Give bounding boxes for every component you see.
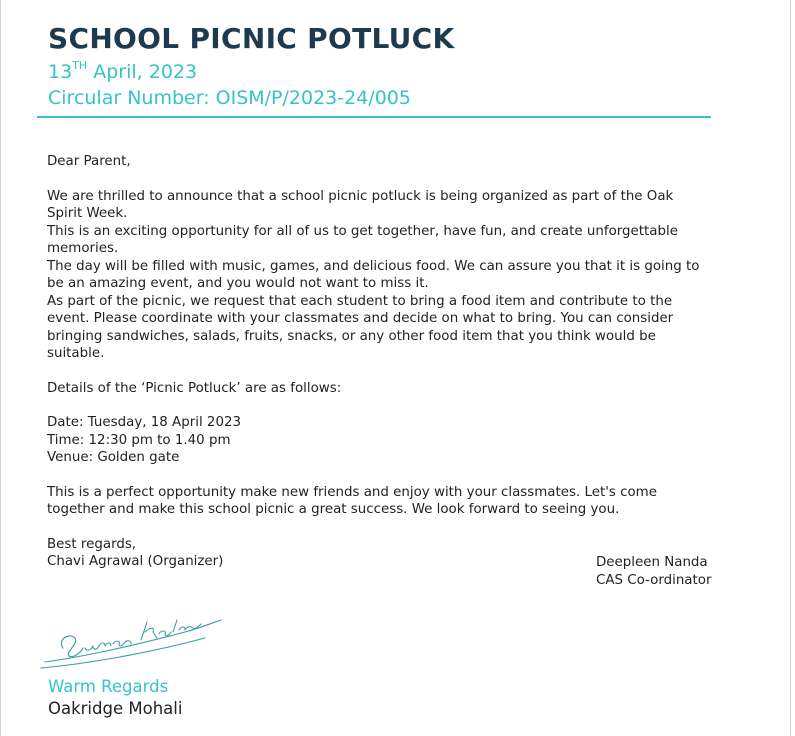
body-line: We are thrilled to announce that a school picnic potluck is being organized as part of the Oak [47, 188, 674, 204]
body-line: event. Please coordinate with your classmates and decide on what to bring. You can consider [47, 311, 674, 326]
circular-number: Circular Number: OISM/P/2023-24/005 [48, 87, 411, 109]
body-line: This is an exciting opportunity for all of us to get together, have fun, and create unforgettable [47, 223, 678, 239]
header-divider [37, 116, 711, 118]
organization-name: Oakridge Mohali [48, 699, 183, 718]
coordinator-name: Deepleen Nanda [596, 555, 708, 570]
salutation: Dear Parent, [47, 154, 131, 169]
letter-body [47, 153, 747, 571]
page-title: SCHOOL PICNIC POTLUCK [48, 22, 455, 55]
closing-line: together and make this school picnic a great success. We look forward to seeing you. [47, 502, 620, 517]
organizer-name: Chavi Agrawal (Organizer) [47, 554, 224, 569]
body-line: As part of the picnic, we request that each student to bring a food item and contribute to the [47, 293, 673, 309]
body-line: Spirit Week. [47, 206, 128, 221]
event-venue: Venue: Golden gate [47, 450, 180, 465]
closing-line: This is a perfect opportunity make new friends and enjoy with your classmates. Let's come [47, 484, 657, 500]
date-suffix: TH [72, 59, 88, 72]
date-rest: April, 2023 [87, 61, 198, 83]
handwritten-signature [35, 604, 235, 674]
body-line: memories. [47, 241, 119, 256]
event-time: Time: 12:30 pm to 1.40 pm [47, 432, 231, 448]
event-date: Date: Tuesday, 18 April 2023 [47, 415, 241, 430]
coordinator-role: CAS Co-ordinator [596, 572, 712, 588]
body-line: suitable. [47, 346, 105, 361]
body-line: The day will be filled with music, games, and delicious food. We can assure you that it is going to [47, 258, 700, 274]
date-day: 13 [48, 61, 73, 83]
coordinator-block [596, 554, 711, 589]
best-regards: Best regards, [47, 536, 137, 552]
warm-regards: Warm Regards [48, 677, 169, 696]
body-line: bringing sandwiches, salads, fruits, snacks, or any other food item that you think would be [47, 328, 656, 344]
details-intro: Details of the ‘Picnic Potluck’ are as follows: [47, 380, 342, 396]
circular-date [48, 61, 197, 83]
body-line: be an amazing event, and you would not want to miss it. [47, 276, 429, 291]
